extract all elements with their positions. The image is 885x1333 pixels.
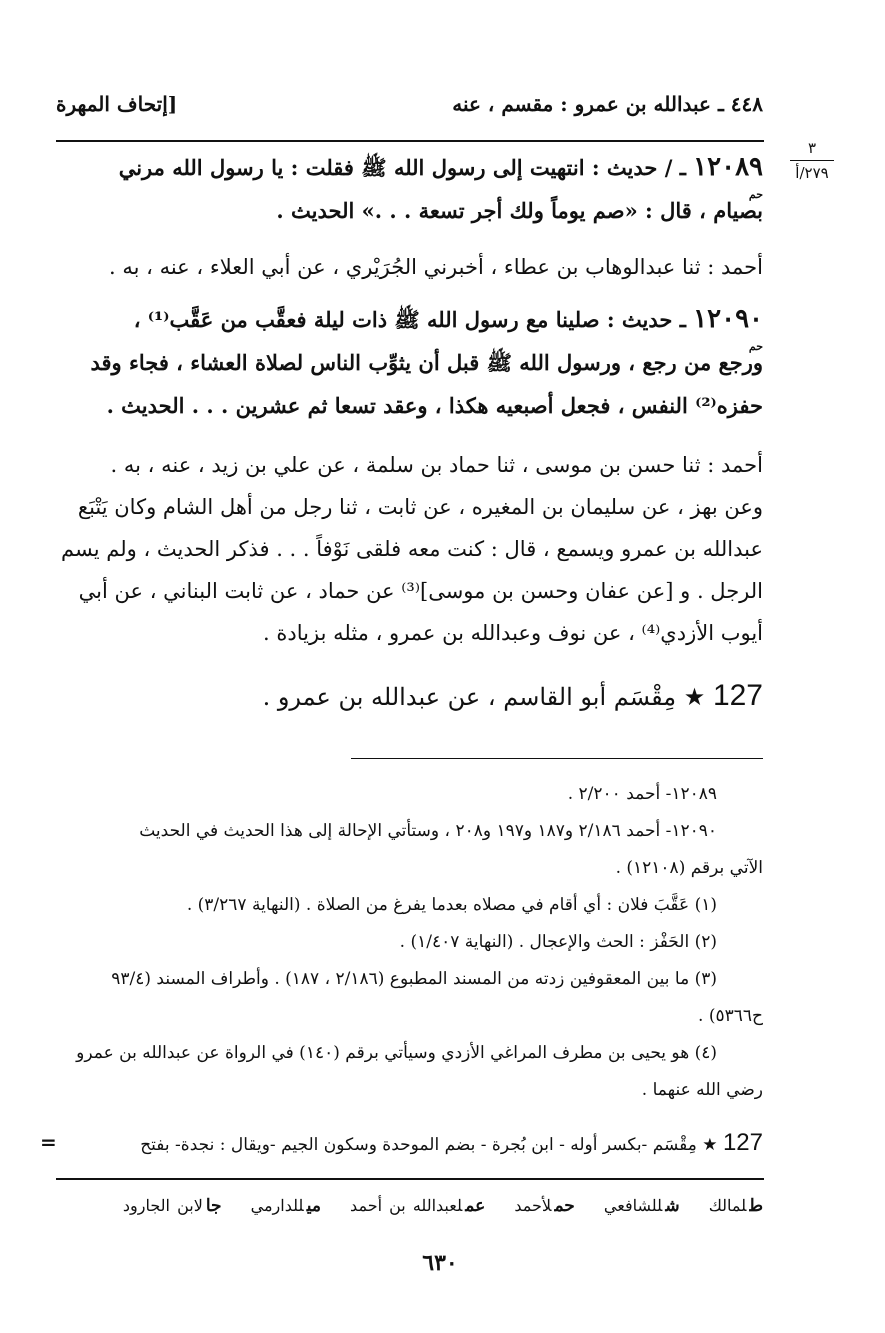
legend-abbr: مي xyxy=(306,1196,321,1216)
hadith-text: بصيام ، قال : «صم يوماً ولك أجر تسعة . . .» الحديث . xyxy=(276,198,763,223)
footnote-item: (٢) الحَفْز : الحث والإعجال . (النهاية ١/٤٠٧) . xyxy=(399,932,717,952)
footnote-item: رضي الله عنهما . xyxy=(641,1080,763,1100)
footnote-item: ١٢٠٩٠- أحمد ٢/١٨٦ و١٨٧ و١٩٧ و٢٠٨ ، وستأتي الإحالة إلى هذا الحديث في الحديث xyxy=(139,821,717,841)
footnote-item: الآتي برقم (١٢١٠٨) . xyxy=(615,858,763,878)
footnote-item: (٤) هو يحيى بن مطرف المراغي الأزدي وسيأتي برقم (١٤٠) في الرواة عن عبدالله بن عمرو xyxy=(76,1043,717,1063)
hadith-text: ورجع من رجع ، ورسول الله ﷺ قبل أن يثوِّب الناس لصلاة العشاء ، فجاء وقد xyxy=(90,350,763,375)
legend-item xyxy=(123,1196,222,1215)
legend-item xyxy=(514,1196,574,1215)
footnote-item: ١٢٠٨٩- أحمد ٢/٢٠٠ . xyxy=(567,784,717,804)
hadith-text: ـ حديث : صلينا مع رسول الله ﷺ ذات ليلة فعقَّب من عَقَّب⁽¹⁾ ، xyxy=(133,307,686,332)
hadith-12090-line1 xyxy=(55,298,763,341)
footnote-item: ح٥٣٦٦) . xyxy=(698,1006,763,1026)
source-line: أحمد : ثنا حسن بن موسى ، ثنا حماد بن سلمة ، عن علي بن زيد ، عنه ، به . xyxy=(110,453,763,477)
hadith-12089-line2 xyxy=(55,189,763,232)
header-rule xyxy=(56,140,764,142)
continuation-mark: = xyxy=(40,1130,57,1154)
collection-symbol: حم xyxy=(748,188,763,201)
hadith-12089 xyxy=(55,146,763,232)
hadith-12090 xyxy=(55,298,763,427)
hadith-12089-source: أحمد : ثنا عبدالوهاب بن عطاء ، أخبرني الجُرَيْري ، عن أبي العلاء ، عنه ، به . xyxy=(108,255,763,279)
footnote-separator xyxy=(351,758,763,759)
source-line: عبدالله بن عمرو ويسمع ، قال : كنت معه فلقى نَوْفاً . . . فذكر الحديث ، ولم يسم xyxy=(61,537,763,561)
legend-abbr: ط xyxy=(749,1196,763,1216)
hadith-12090-line2 xyxy=(55,341,763,384)
margin-note-volume: ٣ xyxy=(807,139,817,157)
legend-name: لعبدالله بن أحمد xyxy=(350,1196,463,1215)
hadith-12090-line3: حفزه⁽²⁾ النفس ، فجعل أصبعيه هكذا ، وعقد تسعا ثم عشرين . . . الحديث . xyxy=(106,393,763,418)
legend-abbr: عم xyxy=(465,1196,486,1216)
running-head-left: [إتحاف المهرة xyxy=(56,92,178,116)
legend-item xyxy=(604,1196,680,1215)
running-head-right: ٤٤٨ ـ عبدالله بن عمرو : مقسم ، عنه xyxy=(452,92,763,116)
legend-name: لابن الجارود xyxy=(122,1196,203,1215)
footnote-item: (١) عَقَّبَ فلان : أي أقام في مصلاه بعدما يفرغ من الصلاة . (النهاية ٣/٢٦٧) . xyxy=(186,895,717,915)
footnotes xyxy=(55,776,763,1109)
footnote-chapter-text: مِقْسَم -بكسر أوله - ابن بُجرة - بضم الموحدة وسكون الجيم -ويقال : نجدة- بفتح xyxy=(140,1135,697,1155)
page-number: ٦٣٠ xyxy=(422,1250,458,1276)
hadith-number: ١٢٠٩٠ xyxy=(693,304,763,334)
legend-name: للدارمي xyxy=(250,1196,304,1215)
abbreviation-legend xyxy=(55,1196,763,1216)
source-line: الرجل . و [عن عفان وحسن بن موسى]⁽³⁾ عن حماد ، عن ثابت البناني ، عن أبي xyxy=(78,579,763,603)
legend-item xyxy=(709,1196,763,1215)
chapter-number: 127 xyxy=(712,679,763,712)
footnote-chapter xyxy=(55,1124,763,1164)
margin-note xyxy=(782,138,842,183)
star-icon: ★ xyxy=(702,1135,718,1155)
legend-name: لمالك xyxy=(708,1196,747,1215)
collection-symbol: حم xyxy=(748,340,763,353)
star-icon: ★ xyxy=(683,683,706,711)
legend-item xyxy=(251,1196,321,1215)
hadith-12090-sources xyxy=(55,444,763,654)
hadith-text: ـ / حديث : انتهيت إلى رسول الله ﷺ فقلت : يا رسول الله مرني xyxy=(118,155,686,180)
hadith-12089-line1 xyxy=(55,146,763,189)
margin-note-folio: ٢٧٩/أ xyxy=(795,164,829,182)
source-line: أيوب الأزدي⁽⁴⁾ ، عن نوف وعبدالله بن عمرو ، مثله بزيادة . xyxy=(263,621,763,645)
chapter-number: 127 xyxy=(722,1129,763,1156)
hadith-number: ١٢٠٨٩ xyxy=(693,152,763,182)
footnote-item: (٣) ما بين المعقوفين زدته من المسند المطبوع (٢/١٨٦ ، ١٨٧) . وأطراف المسند (٩٣/٤ xyxy=(111,969,717,989)
legend-name: لأحمد xyxy=(514,1196,552,1215)
legend-abbr: جا xyxy=(205,1196,222,1216)
chapter-heading xyxy=(55,676,763,717)
legend-rule xyxy=(56,1178,764,1180)
legend-item xyxy=(350,1196,485,1215)
legend-abbr: ش xyxy=(665,1196,680,1216)
margin-note-divider xyxy=(790,160,834,161)
legend-name: للشافعي xyxy=(603,1196,663,1215)
source-line: وعن بهز ، عن سليمان بن المغيره ، عن ثابت ، ثنا رجل من أهل الشام وكان يَتْبَع xyxy=(77,495,763,519)
chapter-title: مِقْسَم أبو القاسم ، عن عبدالله بن عمرو . xyxy=(262,683,677,711)
legend-abbr: حم xyxy=(554,1196,575,1216)
